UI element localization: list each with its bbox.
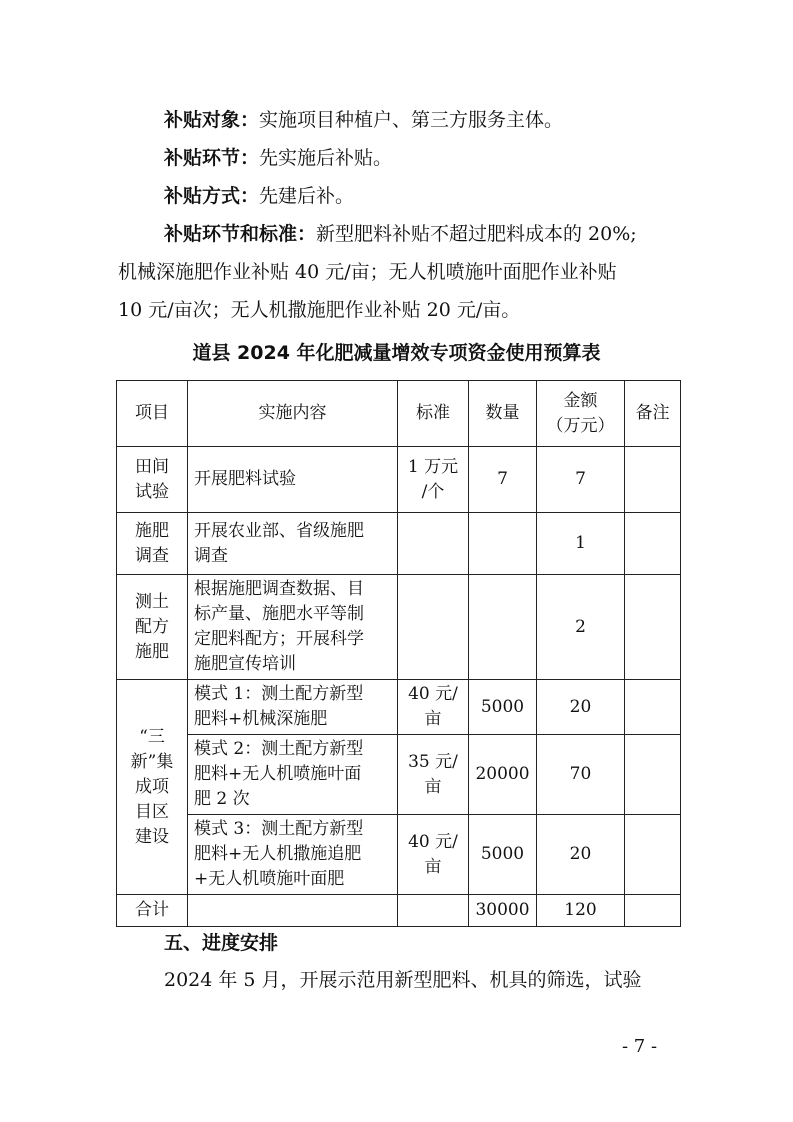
budget-table <box>116 380 681 927</box>
schedule-text: 2024 年 5 月，开展示范用新型肥料、机具的筛选，试验 <box>164 969 642 991</box>
cell-content-line: 肥料+无人机喷施叶面 <box>194 764 362 784</box>
cell-remark <box>625 513 681 575</box>
cell-total-label: 合计 <box>117 895 188 927</box>
cell-standard <box>398 575 469 680</box>
cell-remark <box>625 895 681 927</box>
cell-item-line: 试验 <box>135 481 169 502</box>
table-row <box>117 735 681 815</box>
cell-item <box>117 513 188 575</box>
subsidy-method-label: 补贴方式： <box>164 185 260 207</box>
subsidy-method-text: 先建后补。 <box>259 185 355 207</box>
cell-group-item-line: 目区 <box>135 801 169 822</box>
cell-item-line: 调查 <box>135 545 169 566</box>
cell-standard-line: 1 万元 <box>407 456 459 477</box>
table-row <box>117 815 681 895</box>
cell-content-line: 肥料+机械深施肥 <box>194 709 328 729</box>
cell-content <box>188 895 398 927</box>
cell-content-line: 定肥料配方；开展科学 <box>194 629 364 649</box>
cell-amount: 20 <box>537 815 625 895</box>
subsidy-object-text: 实施项目种植户、第三方服务主体。 <box>259 109 564 131</box>
cell-remark <box>625 680 681 735</box>
table-title: 道县 2024 年化肥减量增效专项资金使用预算表 <box>192 342 601 364</box>
cell-group-item-line: 新”集 <box>130 751 174 772</box>
cell-group-item-line: “三 <box>139 726 165 747</box>
table-row <box>117 513 681 575</box>
header-content: 实施内容 <box>188 381 398 447</box>
cell-remark <box>625 575 681 680</box>
cell-standard-line: /个 <box>421 481 445 502</box>
section-heading: 五、进度安排 <box>164 932 279 954</box>
cell-content-line: 标产量、施肥水平等制 <box>194 604 364 624</box>
subsidy-object-label: 补贴对象： <box>164 109 260 131</box>
cell-group-item-line: 成项 <box>135 776 169 797</box>
cell-item <box>117 575 188 680</box>
cell-remark <box>625 815 681 895</box>
cell-content <box>188 735 398 815</box>
cell-content-line: +无人机喷施叶面肥 <box>194 869 345 889</box>
cell-group-item <box>117 680 188 895</box>
cell-item <box>117 447 188 513</box>
cell-item-line: 配方 <box>135 616 169 637</box>
cell-standard-line: 亩 <box>424 776 442 797</box>
cell-content-line: 施肥宣传培训 <box>194 654 296 674</box>
header-amount-line1: 金额 <box>563 390 598 411</box>
cell-content-line: 调查 <box>194 545 228 566</box>
cell-item-line: 施肥 <box>135 520 169 541</box>
cell-amount: 2 <box>537 575 625 680</box>
cell-amount: 1 <box>537 513 625 575</box>
paragraph-subsidy-method <box>118 177 678 215</box>
cell-content <box>188 513 398 575</box>
cell-standard-line: 40 元/ <box>408 684 458 704</box>
cell-standard <box>398 735 469 815</box>
header-remark: 备注 <box>625 381 681 447</box>
cell-standard <box>398 815 469 895</box>
cell-content <box>188 680 398 735</box>
cell-quantity: 5000 <box>469 815 537 895</box>
cell-content-line: 模式 2：测土配方新型 <box>194 739 364 759</box>
paragraph-subsidy-stage <box>118 139 678 177</box>
cell-item-line: 田间 <box>135 456 169 477</box>
cell-standard <box>398 513 469 575</box>
cell-quantity <box>469 513 537 575</box>
subsidy-standard-line3: 10 元/亩次；无人机撒施肥作业补贴 20 元/亩。 <box>118 299 521 321</box>
cell-item-line: 施肥 <box>135 641 169 662</box>
cell-standard-line: 35 元/ <box>408 751 458 772</box>
page-number: - 7 - <box>622 1036 658 1057</box>
paragraph-subsidy-standard <box>118 215 678 329</box>
table-row <box>117 447 681 513</box>
subsidy-standard-line1: 新型肥料补贴不超过肥料成本的 20%; <box>316 223 637 245</box>
cell-content <box>188 575 398 680</box>
table-header-row <box>117 381 681 447</box>
cell-standard-line: 40 元/ <box>408 831 458 852</box>
subsidy-stage-label: 补贴环节： <box>164 147 260 169</box>
cell-amount: 70 <box>537 735 625 815</box>
cell-content-line: 根据施肥调查数据、目 <box>194 579 364 599</box>
paragraph-subsidy-object <box>118 101 678 139</box>
cell-content-line: 模式 3：测土配方新型 <box>194 819 364 839</box>
subsidy-standard-label: 补贴环节和标准： <box>164 223 317 245</box>
cell-standard <box>398 447 469 513</box>
cell-content-line: 肥料+无人机撒施追肥 <box>194 844 362 864</box>
cell-remark <box>625 735 681 815</box>
cell-content <box>188 815 398 895</box>
cell-quantity: 5000 <box>469 680 537 735</box>
cell-content-line: 肥 2 次 <box>194 789 250 809</box>
cell-total-quantity: 30000 <box>469 895 537 927</box>
cell-amount: 7 <box>537 447 625 513</box>
cell-group-item-line: 建设 <box>135 826 169 847</box>
cell-content <box>188 447 398 513</box>
subsidy-stage-text: 先实施后补贴。 <box>259 147 393 169</box>
header-amount-line2: （万元） <box>546 415 615 436</box>
cell-quantity: 7 <box>469 447 537 513</box>
cell-standard <box>398 895 469 927</box>
table-row <box>117 680 681 735</box>
cell-standard-line: 亩 <box>424 709 442 729</box>
table-total-row <box>117 895 681 927</box>
cell-standard <box>398 680 469 735</box>
subsidy-standard-line2: 机械深施肥作业补贴 40 元/亩；无人机喷施叶面肥作业补贴 <box>118 261 617 283</box>
header-standard: 标准 <box>398 381 469 447</box>
header-amount <box>537 381 625 447</box>
cell-total-amount: 120 <box>537 895 625 927</box>
cell-content-line: 开展农业部、省级施肥 <box>194 520 364 541</box>
cell-quantity <box>469 575 537 680</box>
cell-item-line: 测土 <box>135 591 169 612</box>
header-item: 项目 <box>117 381 188 447</box>
cell-content-line: 模式 1：测土配方新型 <box>194 684 364 704</box>
header-quantity: 数量 <box>469 381 537 447</box>
cell-amount: 20 <box>537 680 625 735</box>
table-row <box>117 575 681 680</box>
cell-content-line: 开展肥料试验 <box>194 469 296 489</box>
cell-standard-line: 亩 <box>424 856 442 877</box>
cell-quantity: 20000 <box>469 735 537 815</box>
cell-remark <box>625 447 681 513</box>
